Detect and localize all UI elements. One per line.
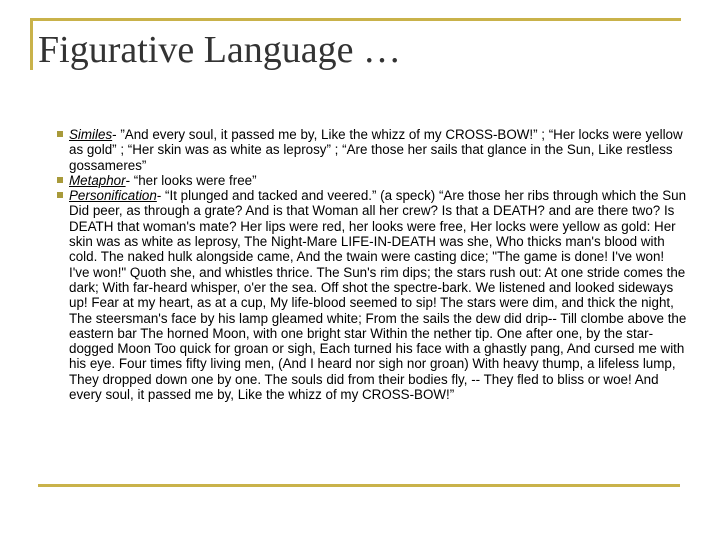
bullet-item-metaphor (58, 173, 688, 188)
bullet-list (58, 127, 688, 402)
frame-left-rule (30, 18, 33, 70)
term-metaphor: Metaphor (69, 172, 126, 188)
metaphor-text: - “her looks were free” (125, 172, 257, 188)
frame-top-rule (33, 18, 681, 21)
personification-text: - “It plunged and tacked and veered.” (a speck) “Are those her ribs through which the Sun Did peer, as through a grate? And is that Woman all her crew? Is that a DEATH? and are there two? Is DEATH that woman's mate? Her lips were red, her looks were free, Her locks were yellow as gold: Her skin was as white as leprosy, The Night-Mare LIFE-IN-DEATH was she, Who thicks man's blood with cold. The naked hulk alongside came, And the twain were casting dice; "The game is done! I've won! I've won!" Quoth she, and whistles thrice. The Sun's rim dips; the stars rush out: At one stride comes the dark; With far-heard whisper, o'er the sea. Off shot the spectre-bark. We listened and looked sideways up! Fear at my heart, as at a cup, My life-blood seemed to sip! The stars were dim, and thick the night, The steersman's face by his lamp gleamed white; From the sails the dew did drip-- Till clombe above the eastern bar The horned Moon, with one bright star Within the nether tip. One after one, by the star-dogged Moon Too quick for groan or sigh, Each turned his face with a ghastly pang, And cursed me with his eye. Four times fifty living men, (And I heard nor sigh nor groan) With heavy thump, a lifeless lump, They dropped down one by one. The souls did from their bodies fly, -- They fled to bliss or woe! And every soul, it passed me by, Like the whizz of my CROSS-BOW!” (69, 188, 687, 403)
similes-text: - ”And every soul, it passed me by, Like the whizz of my CROSS-BOW!” ; “Her locks were yellow as gold” ; “Her skin was as white as leprosy” ; “Are those her sails that glance in the Sun, Like restless gossameres” (69, 127, 683, 173)
frame-bottom-rule (38, 484, 680, 487)
term-similes: Similes (69, 127, 113, 142)
slide-title: Figurative Language … (38, 29, 402, 71)
bullet-item-similes (58, 127, 688, 173)
bullet-square-icon (57, 177, 63, 183)
term-personification: Personification (69, 188, 157, 204)
bullet-square-icon (57, 192, 63, 198)
bullet-square-icon (57, 131, 63, 137)
bullet-item-personification (58, 188, 688, 402)
